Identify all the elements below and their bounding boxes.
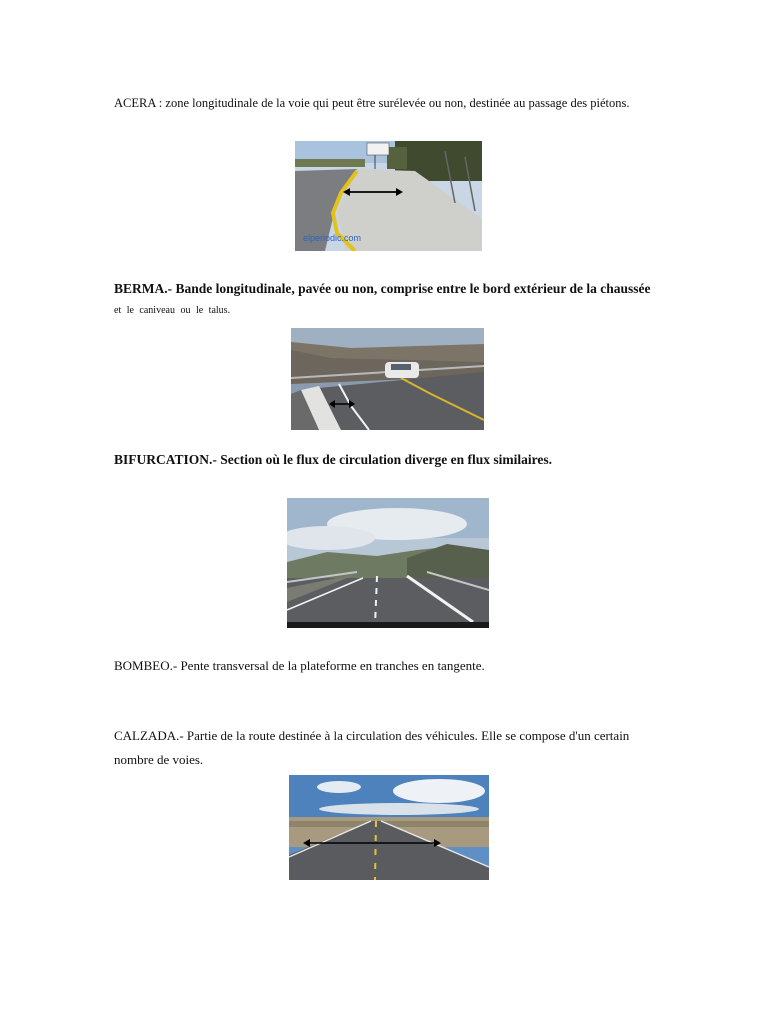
- acera-definition: ACERA : zone longitudinale de la voie qui peut être surélevée ou non, destinée au passage des piétons.: [114, 96, 630, 110]
- bifurcation-photo: [287, 498, 489, 628]
- calzada-definition: CALZADA.- Partie de la route destinée à la circulation des véhicules. Elle se compose d'un certain nombre de voies.: [114, 728, 630, 767]
- acera-photo: [295, 141, 482, 251]
- bombeo-definition: BOMBEO.- Pente transversal de la plateforme en tranches en tangente.: [114, 658, 485, 673]
- calzada-photo: [289, 775, 489, 880]
- bifurcation-definition: BIFURCATION.- Section où le flux de circulation diverge en flux similaires.: [114, 452, 552, 467]
- berma-definition: BERMA.- Bande longitudinale, pavée ou non, comprise entre le bord extérieur de la chaussée: [114, 281, 651, 296]
- acera-photo-watermark: elperiodic.com: [303, 233, 362, 243]
- berma-definition-continuation: et le caniveau ou le talus.: [114, 305, 231, 316]
- berma-photo: [291, 328, 484, 430]
